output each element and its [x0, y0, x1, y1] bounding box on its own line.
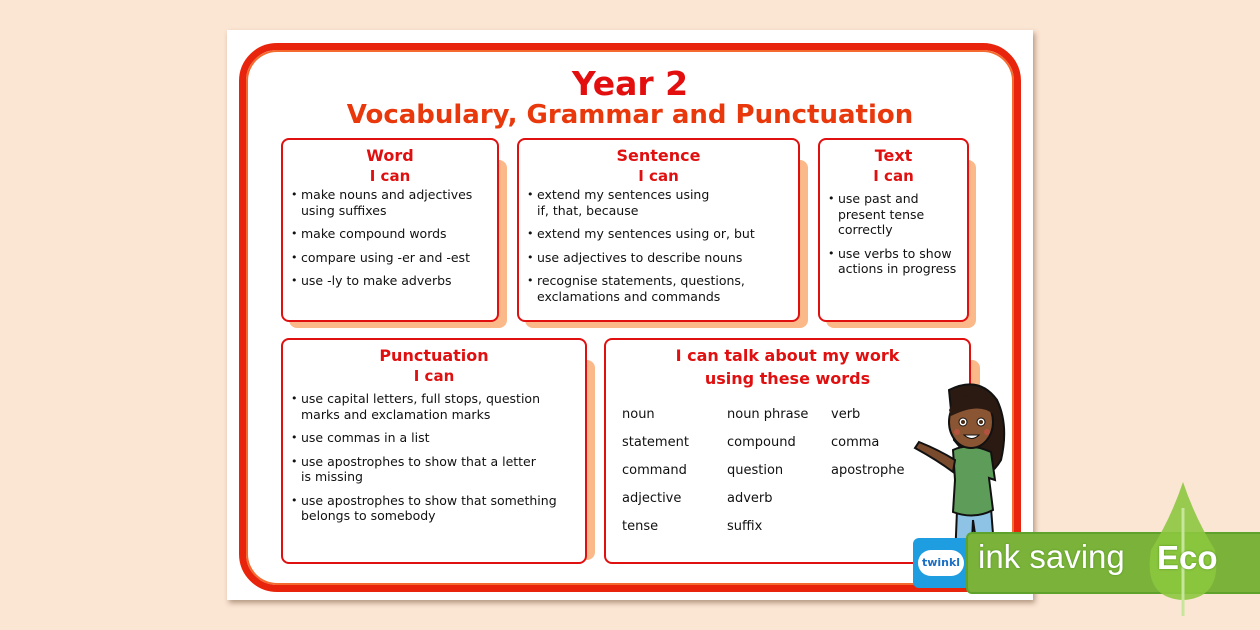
vocab-word — [831, 518, 921, 535]
card-heading: I can talk about my work — [675, 346, 900, 365]
card-heading: Sentence — [616, 146, 701, 165]
card-subheading: I can — [413, 367, 455, 385]
list-item: • use capital letters, full stops, question marks and exclamation marks — [291, 391, 579, 422]
card-list — [283, 187, 497, 289]
vocab-word: adverb — [727, 491, 773, 506]
vocab-word: adjective — [622, 491, 682, 506]
vocab-word — [831, 490, 921, 507]
list-item: • use verbs to show actions in progress — [828, 246, 963, 277]
vocab-word: statement — [622, 435, 689, 450]
text-card — [818, 138, 969, 322]
card-list — [820, 191, 967, 277]
list-item: • use adjectives to describe nouns — [527, 250, 792, 266]
vocab-word: command — [622, 463, 687, 478]
card-heading: Punctuation — [379, 346, 489, 365]
vocab-word: comma — [831, 435, 880, 450]
list-item: • extend my sentences using or, but — [527, 226, 792, 242]
sentence-card — [517, 138, 800, 322]
vocab-word: compound — [727, 435, 796, 450]
card-heading-line2: using these words — [704, 369, 871, 388]
punctuation-card — [281, 338, 587, 564]
list-item: • make nouns and adjectives using suffixes — [291, 187, 491, 218]
list-item: • recognise statements, questions, exclamations and commands — [527, 273, 762, 304]
ink-saving-label: ink saving — [978, 538, 1125, 575]
list-item: • use -ly to make adverbs — [291, 273, 491, 289]
list-item: • use commas in a list — [291, 430, 579, 446]
vocab-word: apostrophe — [831, 463, 905, 478]
card-heading: Text — [874, 146, 913, 165]
list-item: • use apostrophes to show that something belongs to somebody — [291, 493, 561, 524]
poster-title: Year 2 — [571, 64, 689, 103]
eco-label: Eco — [1157, 539, 1218, 576]
vocab-word: suffix — [727, 519, 763, 534]
vocab-word: question — [727, 463, 784, 478]
vocab-word: noun — [622, 407, 655, 422]
list-item: • make compound words — [291, 226, 491, 242]
list-item: • compare using -er and -est — [291, 250, 491, 266]
vocab-word: verb — [831, 407, 861, 422]
poster-sheet — [227, 30, 1033, 600]
poster-subtitle: Vocabulary, Grammar and Punctuation — [346, 100, 914, 130]
twinkl-logo-badge — [913, 538, 969, 588]
card-heading: Word — [366, 146, 414, 165]
card-subheading: I can — [369, 167, 411, 185]
card-list — [283, 391, 585, 524]
list-item: • use past and present tense correctly — [828, 191, 928, 238]
vocab-word: tense — [622, 519, 659, 534]
list-item: • use apostrophes to show that a letter is missing — [291, 454, 536, 485]
word-card — [281, 138, 499, 322]
vocabulary-word-grid — [622, 406, 921, 535]
list-item: • extend my sentences using if, that, because — [527, 187, 722, 218]
card-subheading: I can — [873, 167, 914, 185]
twinkl-logo: twinkl — [918, 550, 964, 576]
card-list — [519, 187, 798, 304]
card-subheading: I can — [638, 167, 679, 185]
vocab-word: noun phrase — [727, 407, 809, 422]
